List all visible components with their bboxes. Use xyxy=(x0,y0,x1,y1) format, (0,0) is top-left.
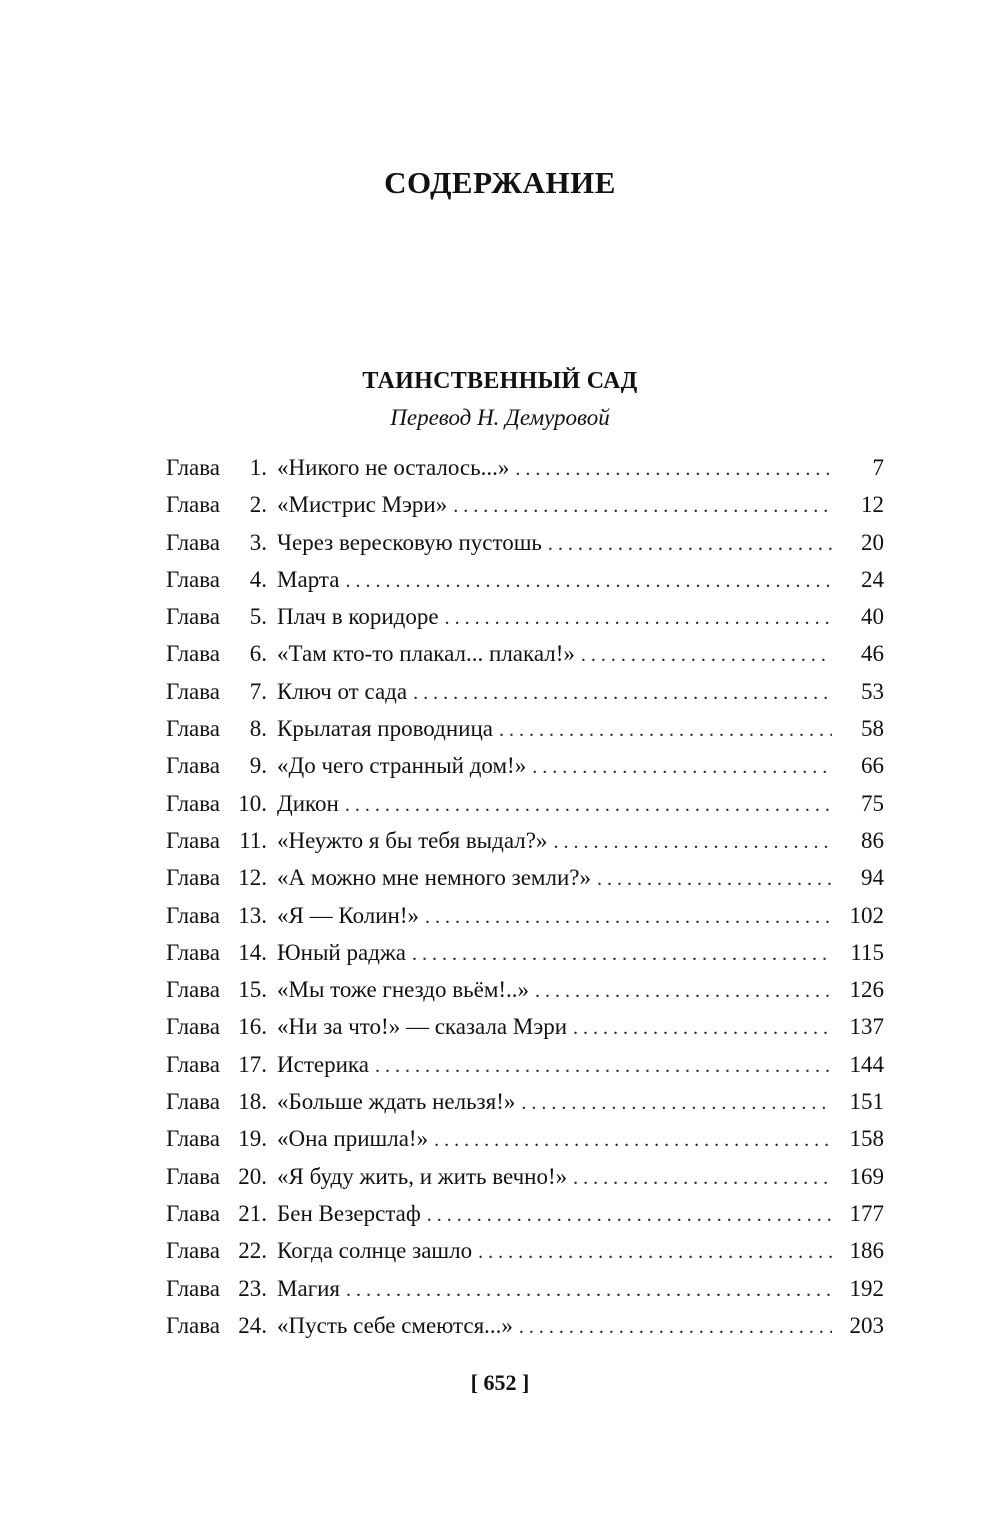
toc-chapter-number: 3. xyxy=(249,529,268,555)
toc-chapter-label: Глава xyxy=(166,1238,221,1264)
toc-chapter-label: Глава xyxy=(166,1275,221,1301)
toc-chapter-title: «Никого не осталось...» xyxy=(277,455,510,480)
toc-chapter-title: «Пусть себе смеются...» xyxy=(277,1312,513,1338)
toc-page-number: 192 xyxy=(849,1275,884,1301)
toc-dot-leader xyxy=(535,971,832,1010)
toc-chapter-label: Глава xyxy=(166,1312,221,1338)
toc-chapter-label: Глава xyxy=(166,1200,221,1226)
toc-chapter-label: Глава xyxy=(166,604,221,630)
toc-chapter-label: Глава xyxy=(166,1051,221,1077)
toc-dot-leader xyxy=(412,934,832,973)
toc-chapter-label: Глава xyxy=(166,1089,221,1115)
toc-page-number: 66 xyxy=(861,753,884,779)
toc-page-number: 75 xyxy=(861,790,884,816)
toc-page-number: 186 xyxy=(849,1238,884,1264)
toc-entry[interactable] xyxy=(166,1158,884,1195)
toc-chapter-label: Глава xyxy=(166,790,221,816)
toc-chapter-label: Глава xyxy=(166,1014,221,1040)
toc-page-number: 158 xyxy=(849,1126,884,1152)
toc-dot-leader xyxy=(499,710,832,749)
toc-chapter-label: Глава xyxy=(166,865,221,891)
toc-page-number: 102 xyxy=(849,902,884,928)
section-title: ТАИНСТВЕННЫЙ САД xyxy=(362,368,638,394)
toc-dot-leader xyxy=(597,859,832,898)
toc-dot-leader xyxy=(375,1046,832,1085)
toc-page-number: 94 xyxy=(861,865,884,891)
toc-chapter-number: 7. xyxy=(249,678,268,704)
toc-chapter-title: Магия xyxy=(277,1275,341,1301)
toc-chapter-title: Когда солнце зашло xyxy=(277,1238,473,1264)
toc-chapter-number: 2. xyxy=(249,492,268,518)
toc-chapter-number: 21. xyxy=(238,1200,268,1226)
toc-chapter-number: 19. xyxy=(238,1126,268,1152)
toc-dot-leader xyxy=(427,1195,832,1234)
toc-chapter-title: «Она пришла!» xyxy=(277,1126,429,1152)
toc-page-number: 86 xyxy=(861,827,884,853)
toc-dot-leader xyxy=(573,1158,832,1197)
toc-page-number: 58 xyxy=(861,716,884,742)
toc-page-number: 137 xyxy=(849,1014,884,1040)
toc-entry[interactable] xyxy=(166,859,884,896)
toc-entry[interactable] xyxy=(166,1232,884,1269)
toc-entry[interactable] xyxy=(166,635,884,672)
toc-chapter-number: 10. xyxy=(238,790,268,816)
toc-dot-leader xyxy=(581,635,832,674)
toc-chapter-label: Глава xyxy=(166,492,221,518)
toc-chapter-label: Глава xyxy=(166,902,221,928)
toc-page-number: 7 xyxy=(872,455,884,480)
toc-dot-leader xyxy=(553,822,832,861)
toc-page-number: 177 xyxy=(849,1200,884,1226)
toc-entry[interactable] xyxy=(166,1307,884,1344)
toc-chapter-title: «Там кто-то плакал... плакал!» xyxy=(277,641,575,667)
toc-entry[interactable] xyxy=(166,524,884,561)
toc-chapter-number: 15. xyxy=(238,977,268,1003)
toc-chapter-number: 9. xyxy=(249,753,268,779)
toc-entry[interactable] xyxy=(166,934,884,971)
toc-chapter-label: Глава xyxy=(166,977,221,1003)
toc-chapter-title: «Неужто я бы тебя выдал?» xyxy=(277,827,548,853)
toc-chapter-title: «А можно мне немного земли?» xyxy=(277,865,591,891)
toc-dot-leader xyxy=(425,897,832,936)
toc-chapter-number: 11. xyxy=(239,827,268,853)
toc-chapter-number: 1. xyxy=(249,455,268,480)
toc-dot-leader xyxy=(413,673,832,712)
toc-chapter-number: 5. xyxy=(249,604,268,630)
toc-dot-leader xyxy=(453,486,832,525)
toc-chapter-title: «Больше ждать нельзя!» xyxy=(277,1089,516,1115)
toc-chapter-title: Юный раджа xyxy=(277,939,407,965)
toc-chapter-number: 12. xyxy=(238,865,268,891)
toc-chapter-number: 4. xyxy=(249,566,268,592)
toc-chapter-label: Глава xyxy=(166,529,221,555)
toc-chapter-label: Глава xyxy=(166,566,221,592)
toc-chapter-label: Глава xyxy=(166,827,221,853)
toc-chapter-number: 20. xyxy=(238,1163,268,1189)
toc-dot-leader xyxy=(345,561,832,600)
toc-page-number: 126 xyxy=(849,977,884,1003)
toc-entry[interactable] xyxy=(166,486,884,523)
toc-page-number: 24 xyxy=(861,566,884,592)
toc-dot-leader xyxy=(345,785,832,824)
toc-chapter-number: 8. xyxy=(249,716,268,742)
toc-chapter-title: «Я буду жить, и жить вечно!» xyxy=(277,1163,568,1189)
toc-dot-leader xyxy=(478,1232,832,1271)
toc-entry[interactable] xyxy=(166,561,884,598)
toc-page-number: 53 xyxy=(861,678,884,704)
table-of-contents xyxy=(166,449,884,1344)
toc-page-number: 12 xyxy=(861,492,884,518)
toc-dot-leader xyxy=(573,1008,832,1047)
section-subtitle: Перевод Н. Демуровой xyxy=(390,405,610,430)
toc-chapter-number: 13. xyxy=(238,902,268,928)
toc-chapter-number: 17. xyxy=(238,1051,268,1077)
toc-page-number: 20 xyxy=(861,529,884,555)
page-title: СОДЕРЖАНИЕ xyxy=(384,165,616,200)
toc-entry[interactable] xyxy=(166,1270,884,1307)
toc-chapter-title: «Мистрис Мэри» xyxy=(277,492,448,518)
toc-chapter-title: Дикон xyxy=(277,790,339,816)
toc-page-number: 144 xyxy=(849,1051,884,1077)
toc-dot-leader xyxy=(445,598,832,637)
toc-dot-leader xyxy=(346,1270,832,1309)
toc-entry[interactable] xyxy=(166,785,884,822)
toc-page-number: 169 xyxy=(849,1163,884,1189)
toc-chapter-title: «До чего странный дом!» xyxy=(277,753,527,779)
toc-chapter-label: Глава xyxy=(166,716,221,742)
toc-chapter-title: Марта xyxy=(277,566,340,592)
toc-page-number: 40 xyxy=(861,604,884,630)
toc-entry[interactable] xyxy=(166,1083,884,1120)
toc-dot-leader xyxy=(434,1120,832,1159)
toc-entry[interactable] xyxy=(166,598,884,635)
toc-chapter-title: «Мы тоже гнездо вьём!..» xyxy=(277,977,530,1003)
toc-chapter-number: 14. xyxy=(238,939,268,965)
toc-chapter-label: Глава xyxy=(166,939,221,965)
toc-page-number: 203 xyxy=(849,1312,884,1338)
toc-chapter-title: Бен Везерстаф xyxy=(277,1200,421,1226)
toc-chapter-title: Через вересковую пустошь xyxy=(277,529,542,555)
toc-chapter-label: Глава xyxy=(166,753,221,779)
toc-chapter-title: Ключ от сада xyxy=(277,678,408,704)
toc-chapter-title: Истерика xyxy=(277,1051,369,1077)
toc-dot-leader xyxy=(521,1083,832,1122)
page-number: [ 652 ] xyxy=(470,1370,530,1395)
toc-chapter-number: 22. xyxy=(238,1238,268,1264)
toc-chapter-title: Крылатая проводница xyxy=(277,716,493,742)
toc-entry[interactable] xyxy=(166,449,884,486)
toc-chapter-label: Глава xyxy=(166,1126,221,1152)
toc-chapter-number: 23. xyxy=(238,1275,268,1301)
toc-chapter-label: Глава xyxy=(166,641,221,667)
toc-entry[interactable] xyxy=(166,971,884,1008)
toc-entry[interactable] xyxy=(166,822,884,859)
toc-dot-leader xyxy=(515,449,832,488)
toc-page-number: 151 xyxy=(849,1089,884,1115)
toc-page-number: 46 xyxy=(861,641,884,667)
toc-entry[interactable] xyxy=(166,747,884,784)
toc-chapter-number: 16. xyxy=(238,1014,268,1040)
toc-dot-leader xyxy=(532,747,832,786)
toc-chapter-title: «Ни за что!» — сказала Мэри xyxy=(277,1014,568,1040)
toc-entry[interactable] xyxy=(166,673,884,710)
toc-chapter-number: 6. xyxy=(249,641,268,667)
toc-chapter-title: «Я — Колин!» xyxy=(277,902,420,928)
toc-entry[interactable] xyxy=(166,1195,884,1232)
toc-chapter-number: 24. xyxy=(238,1312,268,1338)
toc-entry[interactable] xyxy=(166,1120,884,1157)
toc-entry[interactable] xyxy=(166,897,884,934)
toc-entry[interactable] xyxy=(166,1008,884,1045)
toc-entry[interactable] xyxy=(166,1046,884,1083)
toc-entry[interactable] xyxy=(166,710,884,747)
toc-chapter-number: 18. xyxy=(238,1089,268,1115)
toc-dot-leader xyxy=(548,524,832,563)
toc-chapter-label: Глава xyxy=(166,678,221,704)
toc-dot-leader xyxy=(519,1307,832,1346)
toc-chapter-title: Плач в коридоре xyxy=(277,604,439,630)
toc-chapter-label: Глава xyxy=(166,1163,221,1189)
toc-page-number: 115 xyxy=(850,939,884,965)
toc-chapter-label: Глава xyxy=(166,455,221,480)
